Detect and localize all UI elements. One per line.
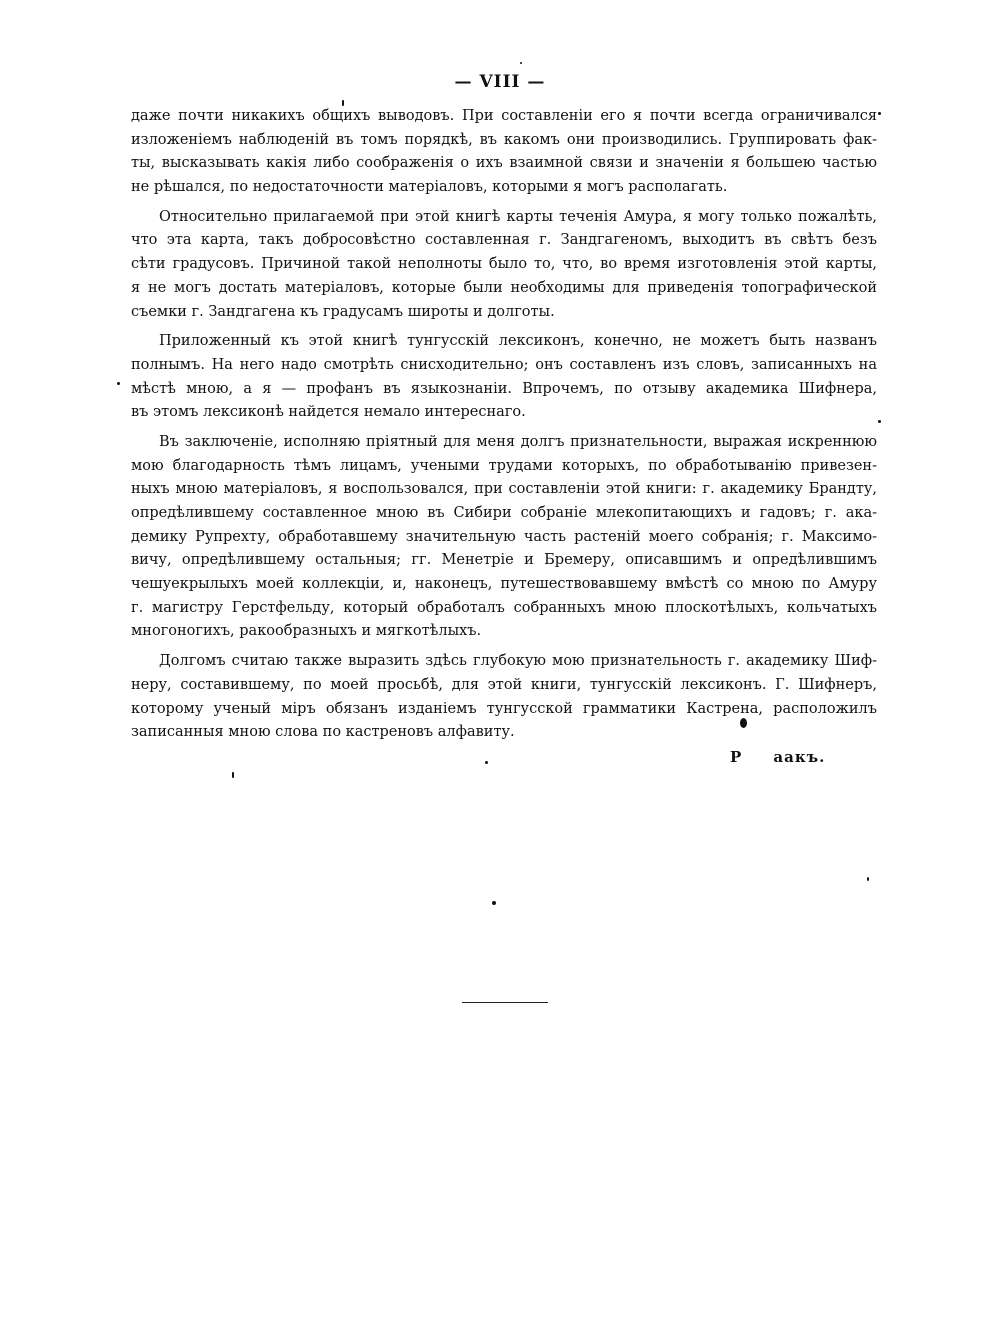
text-line: я не могъ достать матеріаловъ, которые были необходимы для приведенія топографической	[131, 279, 877, 296]
text-line: что эта карта, такъ добросовѣстно составленная г. Зандгагеномъ, выходитъ въ свѣтъ безъ	[131, 232, 877, 249]
text-line: которому ученый міръ обязанъ изданіемъ тунгусской грамматики Кастрена, расположилъ	[131, 700, 877, 717]
text-line: чешуекрылыхъ моей коллекціи, и, наконецъ, путешествовавшему вмѣстѣ со мною по Амуру	[131, 576, 877, 593]
ink-speck	[232, 772, 234, 778]
paragraph-5	[131, 650, 877, 745]
text-line: съемки г. Зандгагена къ градусамъ широты и долготы.	[131, 303, 555, 320]
text-line: изложеніемъ наблюденій въ томъ порядкѣ, въ какомъ они производились. Группировать фак-	[131, 131, 877, 148]
text-line: Относительно прилагаемой при этой книгѣ карты теченія Амура, я могу только пожалѣть,	[159, 208, 877, 225]
text-line: полнымъ. На него надо смотрѣть снисходительно; онъ составленъ изъ словъ, записанныхъ на	[131, 356, 877, 373]
ink-speck	[878, 112, 881, 115]
ink-speck	[492, 901, 496, 905]
text-line: даже почти никакихъ общихъ выводовъ. При составленіи его я почти всегда ограничивался	[131, 108, 877, 124]
text-line: въ этомъ лексиконѣ найдется немало интереснаго.	[131, 404, 526, 421]
author-signature: Р аакъ.	[730, 748, 826, 766]
body-text	[131, 105, 877, 751]
ink-speck	[740, 718, 747, 728]
text-line: Въ заключеніе, исполняю пріятный для меня долгъ признательности, выражая искреннюю	[159, 433, 877, 450]
text-line: мою благодарность тѣмъ лицамъ, учеными трудами которыхъ, по обработыванію привезен-	[131, 457, 877, 474]
text-line: демику Рупрехту, обработавшему значительную часть растеній моего собранія; г. Максимо-	[131, 528, 877, 545]
text-line: вичу, опредѣлившему остальныя; гг. Менетріе и Бремеру, описавшимъ и опредѣлившимъ	[131, 552, 877, 569]
paragraph-2	[131, 206, 877, 324]
text-line: ты, высказывать какія либо соображенія о ихъ взаимной связи и значеніи я большею частью	[131, 155, 877, 172]
text-line: ныхъ мною матеріаловъ, я воспользовался, при составленіи этой книги: г. академику Брандту,	[131, 481, 877, 498]
text-line: опредѣлившему составленное мною въ Сибири собраніе млекопитающихъ и гадовъ; г. ака-	[131, 505, 877, 521]
text-line: Долгомъ считаю также выразить здѣсь глубокую мою признательность г. академику Шиф-	[159, 653, 877, 670]
paragraph-4	[131, 431, 877, 644]
ink-speck	[342, 100, 344, 106]
text-line: Приложенный къ этой книгѣ тунгусскій лексиконъ, конечно, не можетъ быть названъ	[159, 333, 877, 350]
text-line: не рѣшался, по недостаточности матеріаловъ, которыми я могъ располагать.	[131, 179, 728, 196]
ink-speck	[867, 877, 869, 881]
ink-speck	[878, 420, 881, 423]
ink-speck	[520, 62, 522, 64]
closing-rule	[462, 1002, 548, 1003]
text-line: записанныя мною слова по кастреновъ алфавиту.	[131, 724, 515, 741]
paragraph-3	[131, 330, 877, 425]
page-number: — VIII —	[454, 72, 546, 92]
text-line: многоногихъ, ракообразныхъ и мягкотѣлыхъ.	[131, 623, 482, 640]
paragraph-1	[131, 105, 877, 200]
text-line: г. магистру Герстфельду, который обработалъ собранныхъ мною плоскотѣлыхъ, кольчатыхъ	[131, 599, 877, 616]
text-line: мѣстѣ мною, а я — профанъ въ языкознаніи. Впрочемъ, по отзыву академика Шифнера,	[131, 380, 877, 397]
ink-speck	[485, 761, 488, 764]
ink-speck	[117, 382, 120, 385]
text-line: неру, составившему, по моей просьбѣ, для этой книги, тунгусскій лексиконъ. Г. Шифнеръ,	[131, 676, 877, 693]
text-line: сѣти градусовъ. Причиной такой неполноты было то, что, во время изготовленія этой карты,	[131, 256, 877, 273]
